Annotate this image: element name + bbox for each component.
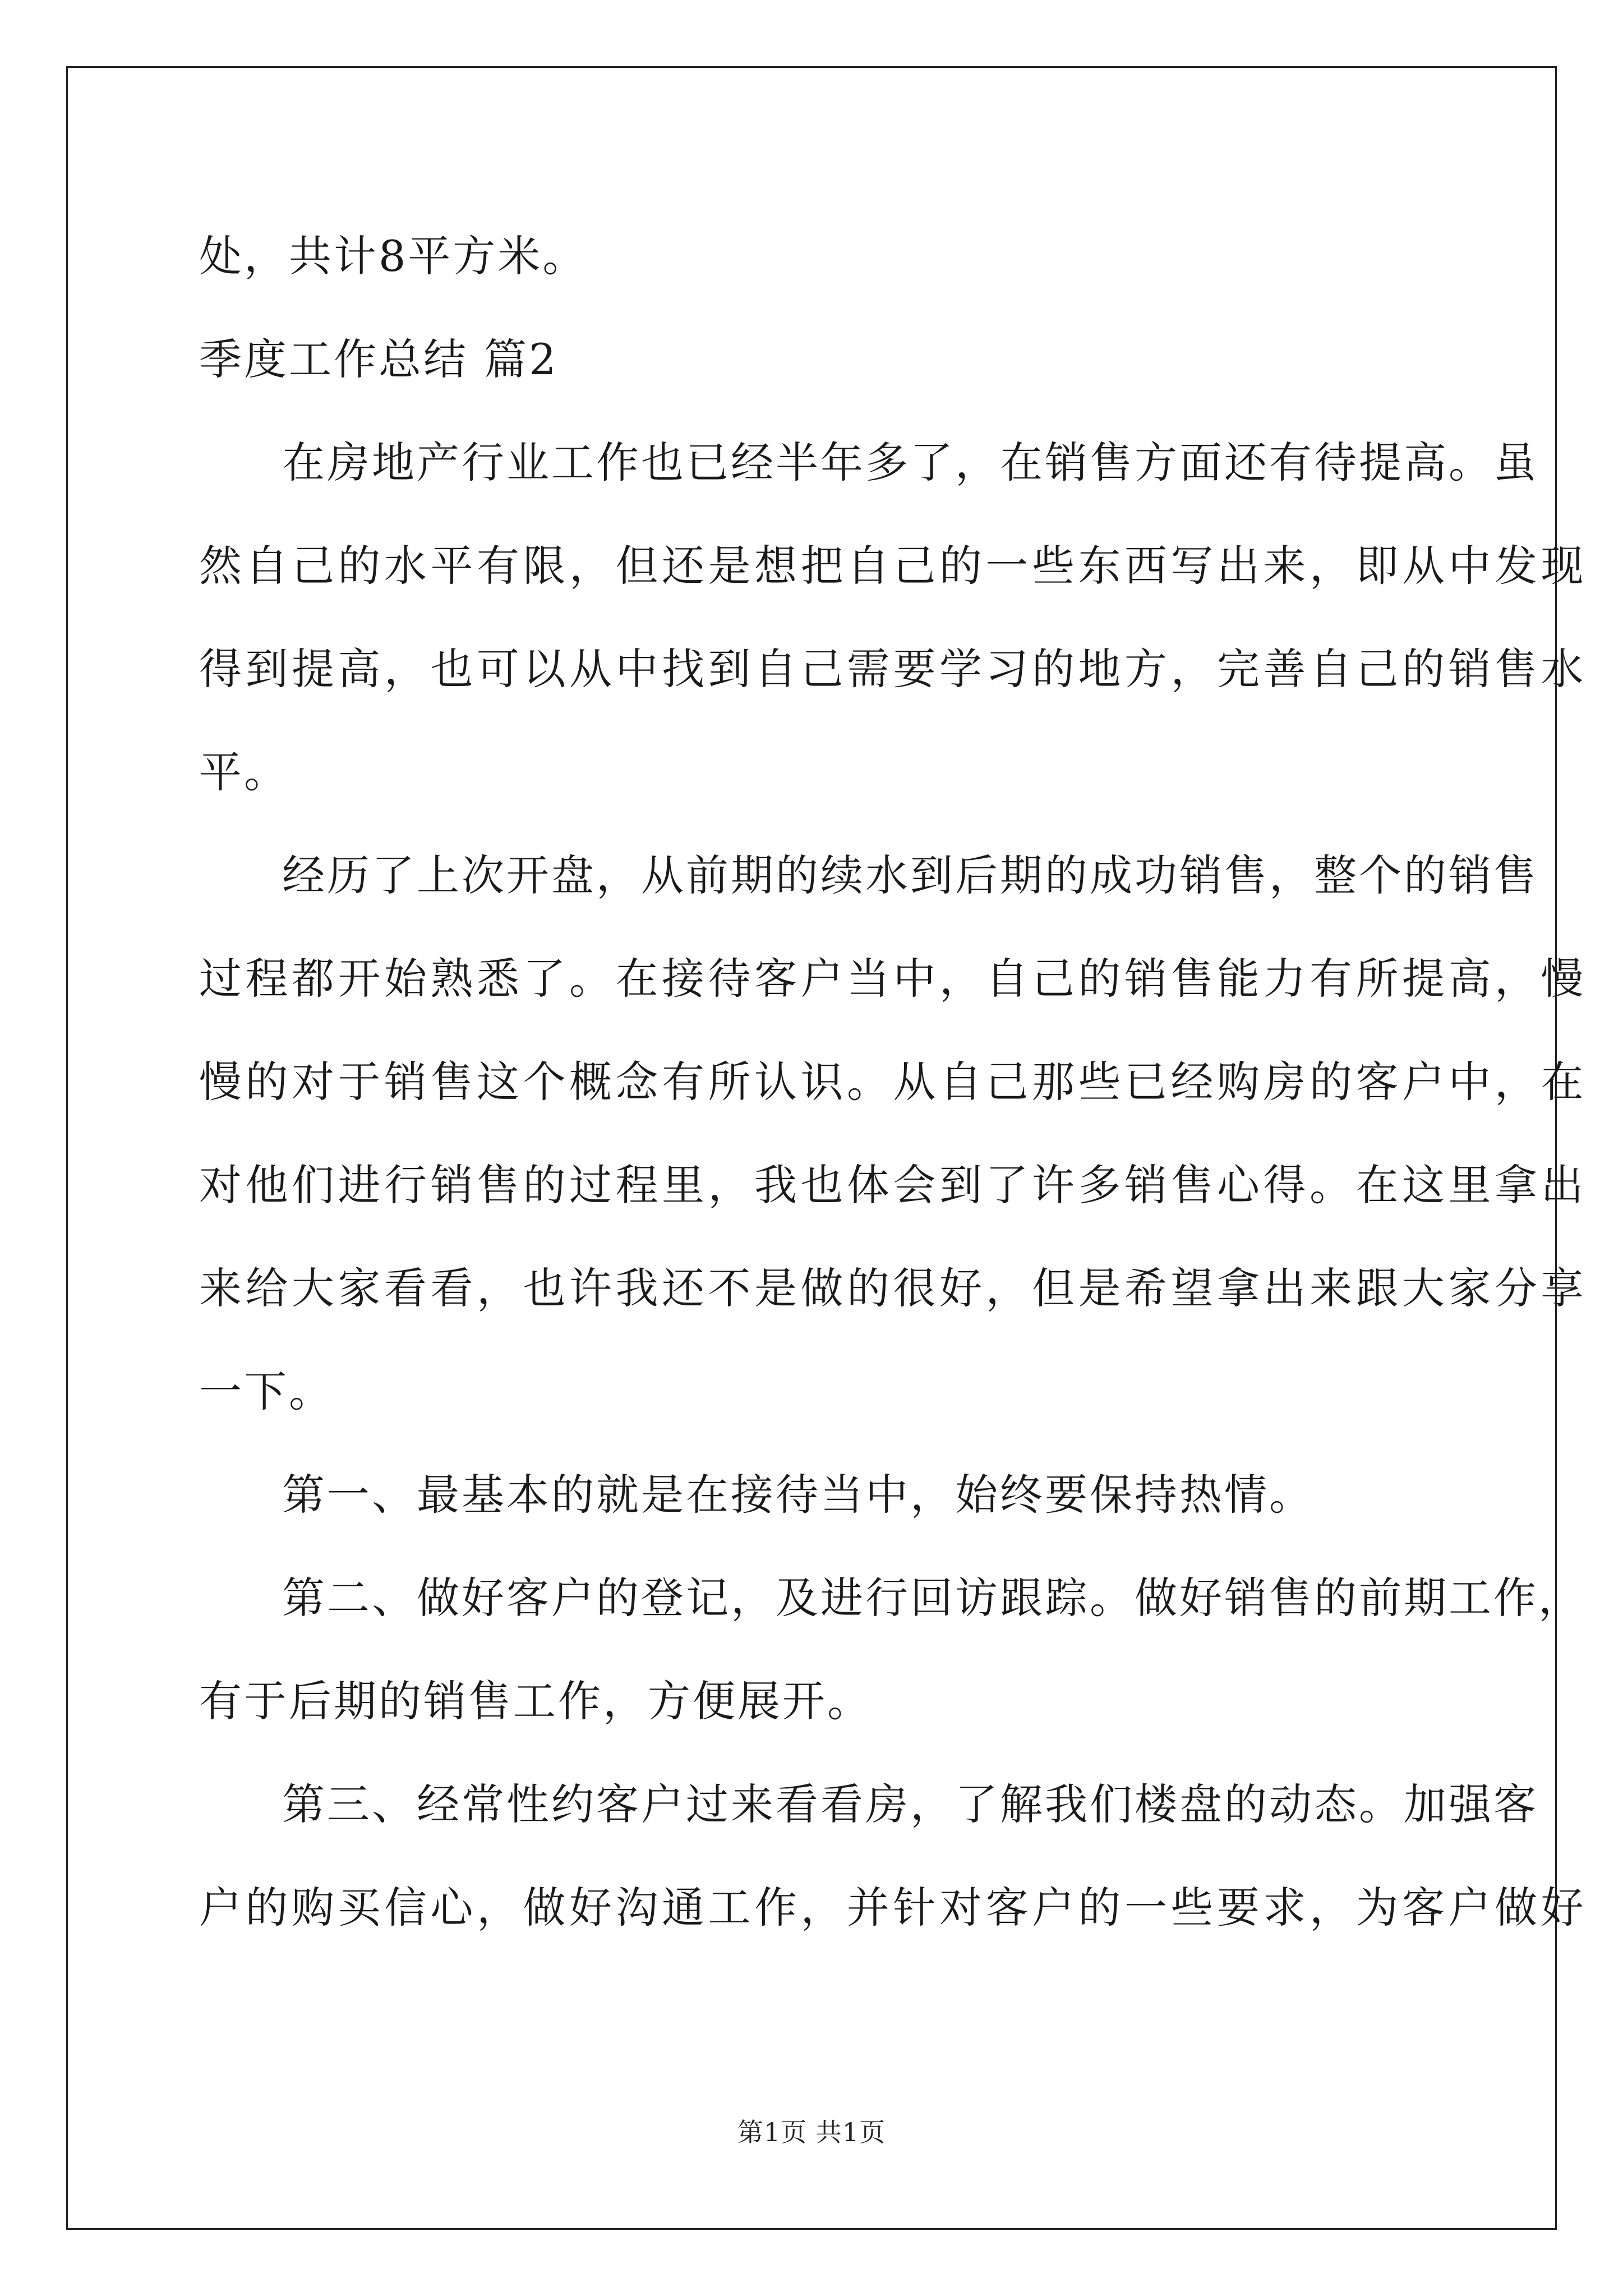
text-line: 慢的对于销售这个概念有所认识。从自己那些已经购房的客户中，在	[199, 1057, 1587, 1107]
text-line: 对他们进行销售的过程里，我也体会到了许多销售心得。在这里拿出	[199, 1160, 1587, 1210]
text-line: 处，共计8平方米。	[199, 231, 588, 281]
text-line: 一下。	[199, 1366, 334, 1416]
text-line: 平。	[199, 747, 289, 797]
document-body	[199, 205, 1587, 1959]
text-line: 得到提高，也可以从中找到自己需要学习的地方，完善自己的销售水	[199, 644, 1587, 694]
text-line: 第一、最基本的就是在接待当中，始终要保持热情。	[282, 1470, 1314, 1520]
text-line: 来给大家看看，也许我还不是做的很好，但是希望拿出来跟大家分享	[199, 1263, 1587, 1313]
page-footer: 第1页 共1页	[737, 2117, 886, 2147]
text-line: 然自己的水平有限，但还是想把自己的一些东西写出来，即从中发现	[199, 541, 1587, 591]
text-line: 第二、做好客户的登记，及进行回访跟踪。做好销售的前期工作，	[282, 1573, 1583, 1623]
section-heading: 季度工作总结 篇2	[199, 334, 559, 384]
text-line: 经历了上次开盘，从前期的续水到后期的成功销售，整个的销售	[282, 850, 1538, 900]
text-line: 第三、经常性约客户过来看看房，了解我们楼盘的动态。加强客	[282, 1779, 1538, 1829]
text-line: 过程都开始熟悉了。在接待客户当中，自己的销售能力有所提高，慢	[199, 954, 1587, 1004]
text-line: 在房地产行业工作也已经半年多了，在销售方面还有待提高。虽	[282, 438, 1538, 487]
text-line: 户的购买信心，做好沟通工作，并针对客户的一些要求，为客户做好	[199, 1883, 1587, 1932]
text-line: 有于后期的销售工作，方便展开。	[199, 1676, 872, 1726]
